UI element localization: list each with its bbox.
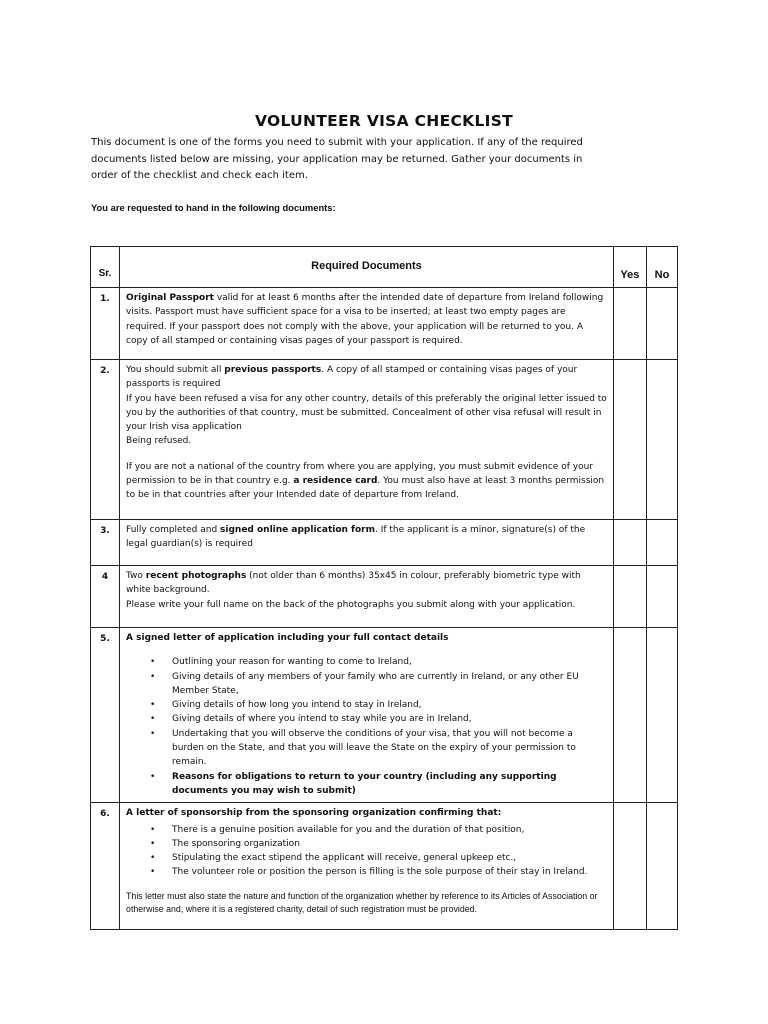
page-title: VOLUNTEER VISA CHECKLIST xyxy=(254,112,514,130)
row-number: 2. xyxy=(91,360,120,520)
bold-lead: Original Passport xyxy=(126,293,214,303)
row-number: 6. xyxy=(91,803,120,930)
yes-checkbox-cell[interactable] xyxy=(613,566,646,628)
list-item: • Giving details of how long you intend to stay in Ireland, xyxy=(172,698,607,712)
list-item xyxy=(172,770,607,799)
row-text: . A copy of all stamped or containing visas pages of your passports is required xyxy=(126,365,578,390)
table-row xyxy=(91,803,678,930)
table-row xyxy=(91,520,678,566)
row-text-pre: You should submit all xyxy=(126,365,225,375)
row-para2-post: . You must also have at least 3 months permission to be in that countries after your Intended date of departure from Ireland. xyxy=(126,476,605,501)
yes-checkbox-cell[interactable] xyxy=(613,628,646,803)
list-item: • Giving details of where you intend to stay while you are in Ireland, xyxy=(172,712,607,726)
bold-lead: recent photographs xyxy=(145,571,247,581)
list-item: • The sponsoring organization xyxy=(172,837,607,851)
list-item: • Stipulating the exact stipend the applicant will receive, general upkeep etc., xyxy=(172,851,607,865)
row-text-line3: Being refused. xyxy=(126,436,192,447)
no-checkbox-cell[interactable] xyxy=(646,628,677,803)
row-number: 3. xyxy=(91,520,120,566)
row-text-pre: Two xyxy=(126,571,146,581)
no-checkbox-cell[interactable] xyxy=(646,520,677,566)
row-text: valid for at least 6 months after the intended date of departure from Ireland following visits. Passport must have sufficient space for a visa to be inserted; at least two empty pages are required. If your passport does not comply with the above, your application will be returned to you. A copy of all stamped or containing visas pages of your passport is required. xyxy=(126,293,604,346)
bold-lead: signed online application form xyxy=(220,525,375,535)
list-item: • There is a genuine position available for you and the duration of that position, xyxy=(172,823,607,837)
list-item: • Outlining your reason for wanting to come to Ireland, xyxy=(172,655,607,669)
list-item: • Giving details of any members of your family who are currently in Ireland, or any other EU Member State, xyxy=(172,670,607,699)
row-text: . If the applicant is a minor, signature(s) of the legal guardian(s) is required xyxy=(126,525,586,550)
yes-checkbox-cell[interactable] xyxy=(613,360,646,520)
no-checkbox-cell[interactable] xyxy=(646,566,677,628)
checklist-table xyxy=(90,246,678,930)
header-yes: Yes xyxy=(613,247,646,288)
no-checkbox-cell[interactable] xyxy=(646,360,677,520)
header-sr: Sr. xyxy=(91,247,120,288)
row-description xyxy=(120,566,614,628)
request-line: You are requested to hand in the following documents: xyxy=(91,202,336,213)
yes-checkbox-cell[interactable] xyxy=(613,803,646,930)
row-text-pre: Fully completed and xyxy=(126,525,221,535)
row-description xyxy=(120,628,614,803)
yes-checkbox-cell[interactable] xyxy=(613,288,646,360)
row-number: 1. xyxy=(91,288,120,360)
row-number: 4 xyxy=(91,566,120,628)
no-checkbox-cell[interactable] xyxy=(646,803,677,930)
row-text-line2: If you have been refused a visa for any other country, details of this preferably the original letter issued to you by the authorities of that country, must be submitted. Concealment of other visa refusal will result in your Irish visa application xyxy=(126,393,607,433)
table-row xyxy=(91,360,678,520)
row-description xyxy=(120,520,614,566)
table-row xyxy=(91,628,678,803)
row-description xyxy=(120,288,614,360)
row-description xyxy=(120,803,614,930)
row-heading: A signed letter of application including your full contact details xyxy=(126,633,449,643)
row-para2-bold: a residence card xyxy=(293,476,378,487)
intro-paragraph: This document is one of the forms you need to submit with your application. If any of the required documents listed below are missing, your application may be returned. Gather your documents in order of the checklist and check each item. xyxy=(91,137,583,181)
bold-lead: previous passports xyxy=(224,365,322,375)
bullet-list xyxy=(126,823,607,880)
row-number: 5. xyxy=(91,628,120,803)
header-required-documents: Required Documents xyxy=(120,247,614,288)
no-checkbox-cell[interactable] xyxy=(646,288,677,360)
row-description xyxy=(120,360,614,520)
yes-checkbox-cell[interactable] xyxy=(613,520,646,566)
bullet-list xyxy=(126,655,607,798)
sponsorship-note: This letter must also state the nature and function of the organization whether by reference to its Articles of Association or otherwise and, where it is a registered charity, detail of such registration must be provided. xyxy=(126,890,598,915)
list-item: • Undertaking that you will observe the conditions of your visa, that you will not become a burden on the State, and that you will leave the State on the expiry of your permission to remain. xyxy=(172,727,607,770)
row-text: (not older than 6 months) 35x45 in colour, preferably biometric type with white background. xyxy=(126,571,581,596)
bold-bullet: Reasons for obligations to return to your country (including any supporting documents you may wish to submit) xyxy=(172,771,557,796)
table-header-row xyxy=(91,247,678,288)
table-row xyxy=(91,566,678,628)
row-text-line2: Please write your full name on the back of the photographs you submit along with your application. xyxy=(126,599,576,610)
row-heading: A letter of sponsorship from the sponsoring organization confirming that: xyxy=(126,808,502,819)
row-para2-pre: If you are not a national of the country from where you are applying, you must submit evidence of your permission to be in that country e.g. xyxy=(126,461,593,487)
header-no: No xyxy=(646,247,677,288)
table-row xyxy=(91,288,678,360)
list-item: • The volunteer role or position the person is filling is the sole purpose of their stay in Ireland. xyxy=(172,865,607,879)
